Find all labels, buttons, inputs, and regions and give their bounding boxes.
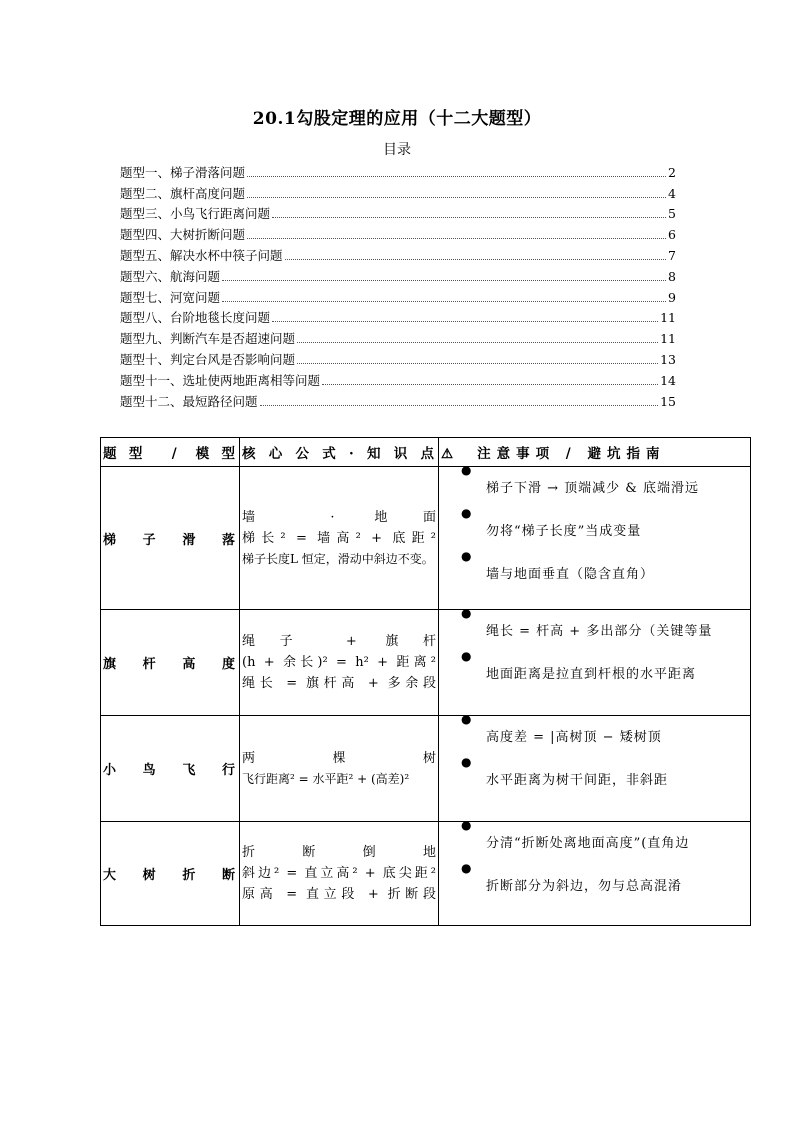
note-item: [441, 755, 748, 788]
toc-dot-leader: [272, 321, 658, 322]
formula-line: 折断倒地: [242, 845, 436, 860]
toc-page-number: 11: [660, 331, 676, 347]
toc-dot-leader: [247, 176, 666, 177]
bullet-icon: ●: [461, 463, 472, 477]
note-item: [441, 606, 748, 639]
toc-dot-leader: [322, 384, 658, 385]
toc-dot-leader: [260, 405, 659, 406]
note-text: 梯子下滑 → 顶端减少 & 底端滑远: [486, 481, 699, 496]
toc-entry-label: 题型六、航海问题: [120, 268, 221, 284]
bullet-icon: ●: [461, 755, 472, 769]
note-text: 分清“折断处离地面高度”(直角边: [486, 836, 690, 851]
toc-dot-leader: [272, 217, 666, 218]
summary-table: [100, 437, 751, 926]
row-type: 大树折断: [101, 822, 240, 926]
row-notes: [439, 606, 751, 716]
note-item: [441, 818, 748, 851]
toc-page-number: 5: [668, 206, 676, 222]
formula-line: 原高 = 直立段 + 折断段: [242, 887, 436, 902]
note-item: [441, 712, 748, 745]
row-notes: [439, 712, 751, 822]
header-notes-cell: [439, 438, 751, 467]
note-text: 折断部分为斜边，勿与总高混淆: [486, 879, 683, 894]
header-type: 题型 / 模型: [101, 438, 240, 467]
toc-entry[interactable]: [120, 263, 676, 284]
formula-line: 飞行距离² = 水平距² + (高差)²: [242, 771, 410, 786]
toc-page-number: 4: [668, 185, 676, 201]
toc-page-number: 9: [668, 289, 676, 305]
toc-entry-label: 题型一、梯子滑落问题: [120, 164, 246, 180]
toc-entry[interactable]: [120, 242, 676, 263]
bullet-icon: ●: [461, 606, 472, 620]
bullet-icon: ●: [461, 649, 472, 663]
formula-line: 斜边² = 直立高² + 底尖距²: [242, 866, 436, 881]
formula-line: (h + 余长)² = h² + 距离²: [242, 655, 436, 670]
toc-entry-label: 题型十二、最短路径问题: [120, 393, 258, 409]
document-title: 20.1勾股定理的应用（十二大题型）: [252, 109, 542, 129]
row-formula: [240, 822, 439, 926]
formula-line: 梯子长度L 恒定，滑动中斜边不变。: [242, 551, 434, 566]
bullet-icon: ●: [461, 861, 472, 875]
toc-dot-leader: [247, 197, 666, 198]
row-formula: [240, 716, 439, 822]
toc-entry[interactable]: [120, 180, 676, 201]
note-text: 高度差 = |高树顶 − 矮树顶: [486, 730, 662, 745]
toc-entry[interactable]: [120, 325, 676, 346]
formula-line: 梯长² = 墙高² + 底距²: [242, 530, 436, 546]
table-row: [101, 716, 751, 822]
toc-entry-label: 题型四、大树折断问题: [120, 227, 246, 243]
toc-entry-label: 题型三、小鸟飞行距离问题: [120, 206, 271, 222]
bullet-icon: ●: [461, 712, 472, 726]
toc-entry-label: 题型八、台阶地毯长度问题: [120, 310, 271, 326]
toc-entry[interactable]: [120, 284, 676, 305]
toc-page-number: 7: [668, 247, 676, 263]
note-item: [441, 861, 748, 894]
warning-icon: ⚠: [441, 446, 454, 462]
formula-line: 绳子 + 旗杆: [242, 634, 436, 649]
note-item: [441, 506, 748, 539]
header-formula: 核心公式·知识点: [240, 438, 439, 467]
note-text: 水平距离为树干间距，非斜距: [486, 773, 669, 788]
toc-dot-leader: [247, 238, 666, 239]
row-type: 旗杆高度: [101, 610, 240, 716]
formula-line: 绳长 = 旗杆高 + 多余段: [242, 676, 436, 691]
summary-table-container: [100, 437, 713, 926]
note-text: 墙与地面垂直（隐含直角）: [486, 567, 655, 582]
toc-entry[interactable]: [120, 159, 676, 180]
toc-page-number: 11: [660, 310, 676, 326]
row-notes: [439, 463, 751, 610]
toc-page-number: 13: [660, 351, 676, 367]
formula-line: 两棵树: [242, 750, 436, 766]
table-of-contents: [120, 159, 676, 409]
bullet-icon: ●: [461, 818, 472, 832]
toc-entry-label: 题型七、河宽问题: [120, 289, 221, 305]
bullet-icon: ●: [461, 506, 472, 520]
toc-page-number: 14: [660, 372, 676, 388]
row-notes: [439, 818, 751, 926]
toc-entry-label: 题型十一、选址使两地距离相等问题: [120, 372, 321, 388]
table-row: [101, 822, 751, 926]
toc-entry-label: 题型九、判断汽车是否超速问题: [120, 331, 296, 347]
note-item: [441, 649, 748, 682]
toc-page-number: 2: [668, 164, 676, 180]
table-row: [101, 467, 751, 610]
toc-entry[interactable]: [120, 221, 676, 242]
toc-entry-label: 题型十、判定台风是否影响问题: [120, 351, 296, 367]
toc-entry[interactable]: [120, 388, 676, 409]
row-type: 小鸟飞行: [101, 716, 240, 822]
toc-page-number: 8: [668, 268, 676, 284]
toc-dot-leader: [297, 342, 658, 343]
row-formula: [240, 610, 439, 716]
toc-entry[interactable]: [120, 367, 676, 388]
toc-entry[interactable]: [120, 346, 676, 367]
toc-entry-label: 题型二、旗杆高度问题: [120, 185, 246, 201]
bullet-icon: ●: [461, 549, 472, 563]
toc-dot-leader: [285, 259, 667, 260]
note-item: [441, 549, 748, 582]
row-type: 梯子滑落: [101, 467, 240, 610]
toc-heading: 目录: [383, 142, 411, 158]
toc-dot-leader: [297, 363, 658, 364]
header-notes: 注意事项 / 避坑指南: [477, 446, 666, 462]
note-text: 绳长 = 杆高 + 多出部分（关键等量: [486, 624, 713, 639]
toc-entry[interactable]: [120, 305, 676, 326]
table-header-row: [101, 438, 751, 467]
row-formula: [240, 467, 439, 610]
toc-dot-leader: [222, 280, 666, 281]
table-row: [101, 610, 751, 716]
toc-page-number: 6: [668, 227, 676, 243]
toc-dot-leader: [222, 301, 666, 302]
formula-line: 墙 · 地面: [242, 509, 436, 525]
note-item: [441, 463, 748, 496]
toc-entry[interactable]: [120, 201, 676, 222]
toc-page-number: 15: [660, 393, 676, 409]
note-text: 地面距离是拉直到杆根的水平距离: [486, 667, 697, 682]
note-text: 勿将“梯子长度”当成变量: [486, 524, 642, 539]
toc-entry-label: 题型五、解决水杯中筷子问题: [120, 247, 283, 263]
